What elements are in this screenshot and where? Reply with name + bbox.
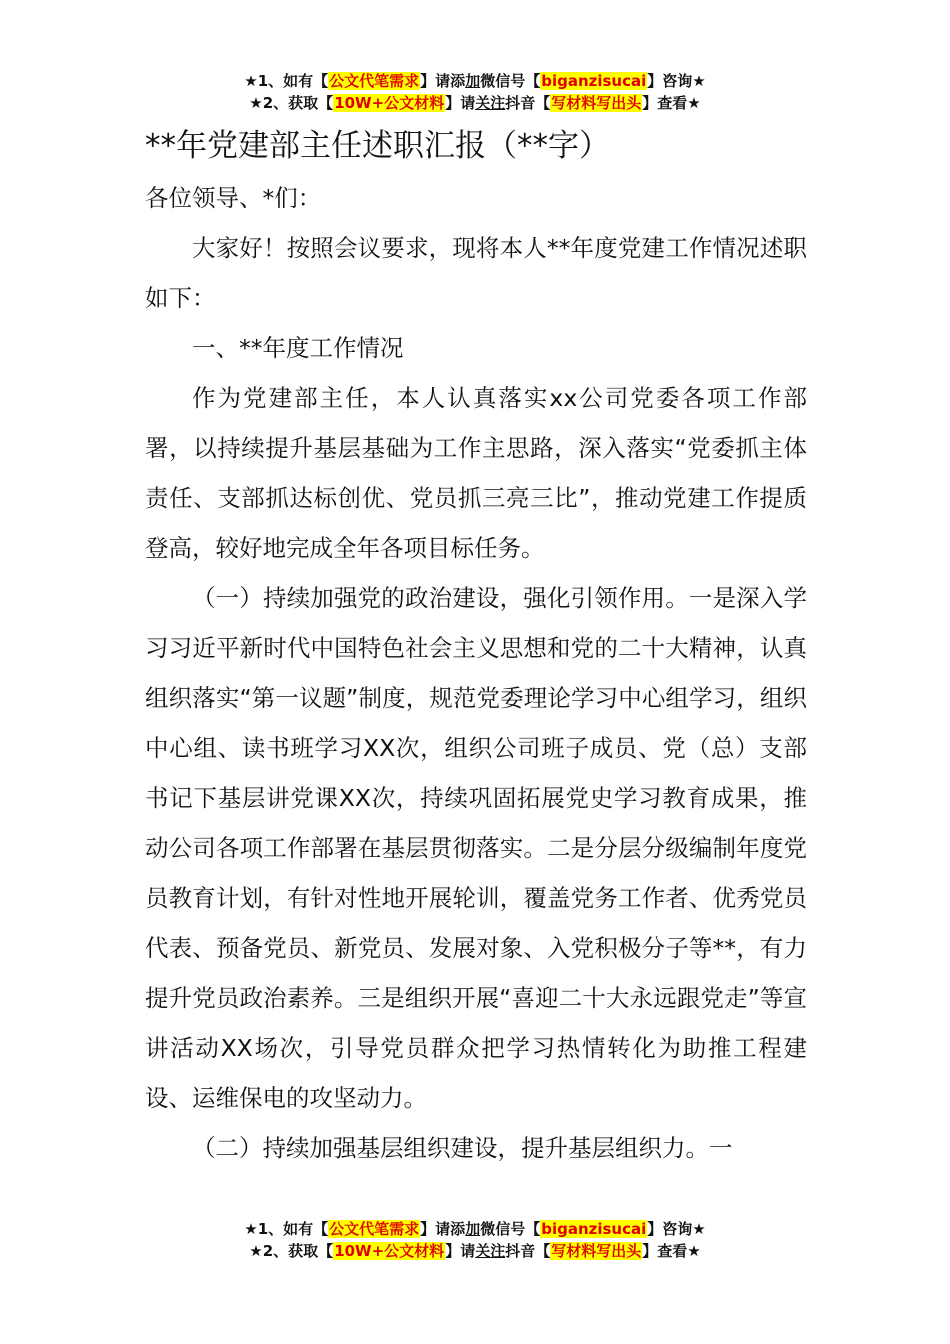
highlight-materials: 10W+公文材料 [334, 94, 445, 112]
section-heading: 一、**年度工作情况 [192, 334, 404, 362]
political-building-paragraph: （一）持续加强党的政治建设，强化引领作用。一是深入学习习近平新时代中国特色社会主义思想和党的二十大精神，认真组织落实“第一议题”制度，规范党委理论学习中心组学习，组织中心组、读书班学习XX次，组织公司班子成员、党（总）支部书记下基层讲党课XX次，持续巩固拓展党史学习教育成果，推动公司各项工作部署在基层贯彻落实。二是分层分级编制年度党员教育计划，有针对性地开展轮训，覆盖党务工作者、优秀党员代表、预备党员、新党员、发展对象、入党积极分子等**，有力提升党员政治素养。三是组织开展“喜迎二十大永远跟党走”等宣讲活动XX场次，引导党员群众把学习热情转化为助推工程建设、运维保电的攻坚动力。 [145, 584, 807, 1112]
promo-line-2: ★2、获取【10W+公文材料】请关注抖音【写材料写出头】查看★ [249, 94, 701, 112]
header-promo-banner [0, 70, 950, 114]
promo-line-2: ★2、获取【10W+公文材料】请关注抖音【写材料写出头】查看★ [249, 1242, 701, 1260]
highlight-wechat-id: biganzisucai [541, 72, 647, 90]
highlight-douyin-account: 写材料写出头 [551, 94, 642, 112]
footer-promo-banner [0, 1218, 950, 1262]
highlight-service: 公文代笔需求 [329, 1220, 420, 1238]
promo-line-1: ★1、如有【公文代笔需求】请添加微信号【biganzisucai】咨询★ [244, 72, 706, 90]
highlight-service: 公文代笔需求 [329, 72, 420, 90]
highlight-materials: 10W+公文材料 [334, 1242, 445, 1260]
document-title: **年党建部主任述职汇报（**字） [145, 128, 610, 164]
greeting-paragraph: 大家好！按照会议要求，现将本人**年度党建工作情况述职如下： [145, 234, 807, 312]
salutation: 各位领导、*们： [145, 184, 322, 212]
document-body [145, 173, 807, 1173]
organization-building-paragraph: （二）持续加强基层组织建设，提升基层组织力。一 [192, 1134, 733, 1162]
highlight-wechat-id: biganzisucai [541, 1220, 647, 1238]
intro-paragraph: 作为党建部主任，本人认真落实xx公司党委各项工作部署，以持续提升基层基础为工作主思路，深入落实“党委抓主体责任、支部抓达标创优、党员抓三亮三比”，推动党建工作提质登高，较好地完成全年各项目标任务。 [145, 384, 807, 562]
highlight-douyin-account: 写材料写出头 [551, 1242, 642, 1260]
promo-line-1: ★1、如有【公文代笔需求】请添加微信号【biganzisucai】咨询★ [244, 1220, 706, 1238]
